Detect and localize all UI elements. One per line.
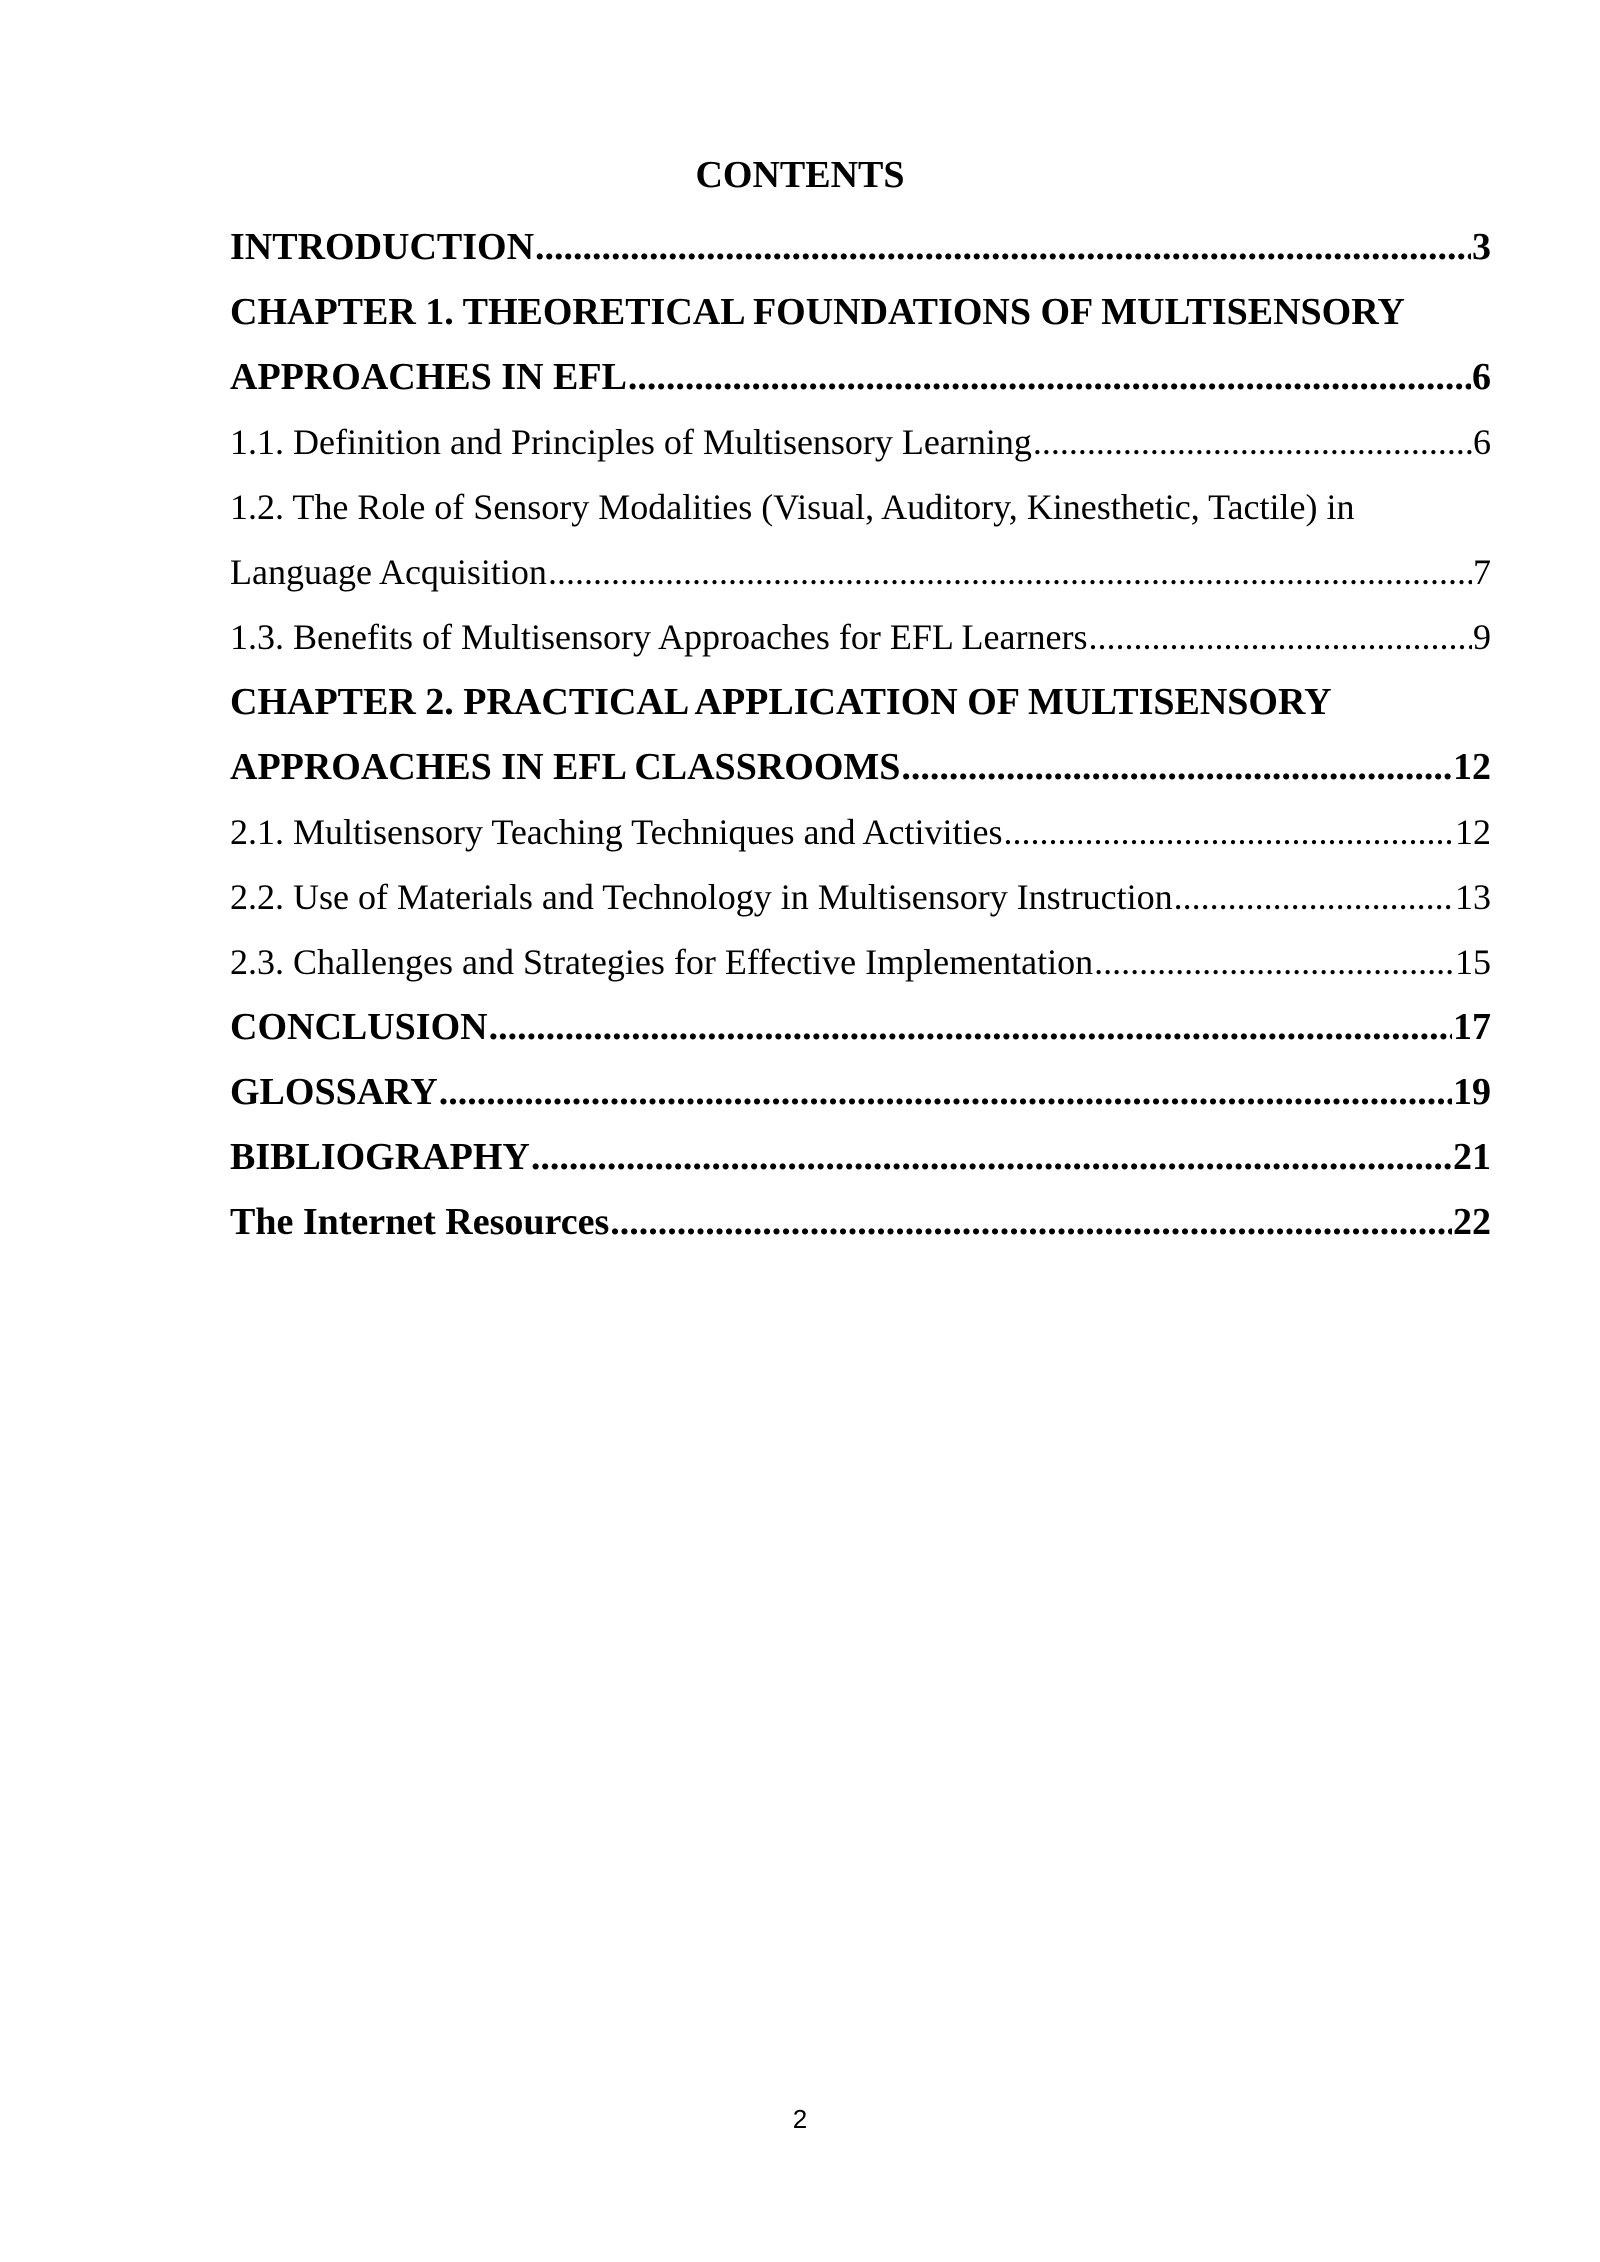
toc-dot-leader bbox=[1088, 605, 1472, 670]
toc-entry-title: 1.3. Benefits of Multisensory Approaches for EFL Learners bbox=[230, 617, 1088, 657]
toc-dot-leader bbox=[535, 215, 1471, 280]
toc-page-number: 21 bbox=[1453, 1136, 1491, 1178]
toc-entry-title: The Internet Resources bbox=[230, 1201, 610, 1243]
toc-page-number: 3 bbox=[1472, 226, 1491, 268]
toc-dot-leader bbox=[1174, 865, 1454, 930]
toc-entry-introduction[interactable] bbox=[230, 215, 1491, 280]
toc-entry-title: CHAPTER 2. PRACTICAL APPLICATION OF MULTISENSORY bbox=[230, 681, 1332, 723]
toc-entry-section-1-2[interactable] bbox=[230, 475, 1491, 605]
toc-dot-leader bbox=[1094, 930, 1454, 995]
table-of-contents bbox=[230, 215, 1491, 1255]
toc-entry-section-2-1[interactable] bbox=[230, 800, 1491, 865]
toc-page-number: 7 bbox=[1473, 552, 1491, 592]
toc-dot-leader bbox=[531, 1125, 1452, 1190]
toc-dot-leader bbox=[439, 1060, 1452, 1125]
toc-dot-leader bbox=[610, 1190, 1452, 1255]
toc-dot-leader bbox=[1033, 410, 1472, 475]
toc-dot-leader bbox=[628, 345, 1471, 410]
toc-page-number: 13 bbox=[1455, 877, 1491, 917]
toc-entry-internet-resources[interactable] bbox=[230, 1190, 1491, 1255]
toc-entry-title: 2.2. Use of Materials and Technology in Multisensory Instruction bbox=[230, 877, 1173, 917]
toc-entry-title: 1.2. The Role of Sensory Modalities (Visual, Auditory, Kinesthetic, Tactile) in bbox=[230, 487, 1355, 527]
toc-entry-title: BIBLIOGRAPHY bbox=[230, 1136, 530, 1178]
toc-entry-title: 2.1. Multisensory Teaching Techniques and Activities bbox=[230, 812, 1003, 852]
toc-entry-section-2-2[interactable] bbox=[230, 865, 1491, 930]
toc-entry-title: CONCLUSION bbox=[230, 1006, 488, 1048]
contents-heading: CONTENTS bbox=[695, 154, 905, 196]
toc-page-number: 9 bbox=[1473, 617, 1491, 657]
toc-page-number: 6 bbox=[1473, 422, 1491, 462]
toc-entry-section-1-1[interactable] bbox=[230, 410, 1491, 475]
toc-page-number: 17 bbox=[1453, 1006, 1491, 1048]
toc-entry-chapter-2[interactable] bbox=[230, 670, 1491, 800]
toc-dot-leader bbox=[1004, 800, 1454, 865]
toc-page-number: 12 bbox=[1453, 746, 1491, 788]
toc-entry-bibliography[interactable] bbox=[230, 1125, 1491, 1190]
toc-entry-title: CHAPTER 1. THEORETICAL FOUNDATIONS OF MULTISENSORY bbox=[230, 291, 1405, 333]
toc-page-number: 12 bbox=[1455, 812, 1491, 852]
toc-entry-section-2-3[interactable] bbox=[230, 930, 1491, 995]
page-number-footer: 2 bbox=[792, 2104, 808, 2134]
toc-entry-title-continued: APPROACHES IN EFL CLASSROOMS bbox=[230, 746, 901, 788]
toc-entry-glossary[interactable] bbox=[230, 1060, 1491, 1125]
toc-entry-title-continued: APPROACHES IN EFL bbox=[230, 356, 627, 398]
toc-page-number: 15 bbox=[1455, 942, 1491, 982]
toc-dot-leader bbox=[489, 995, 1452, 1060]
toc-page-number: 22 bbox=[1453, 1201, 1491, 1243]
toc-entry-title: 1.1. Definition and Principles of Multisensory Learning bbox=[230, 422, 1032, 462]
toc-page-number: 6 bbox=[1472, 356, 1491, 398]
toc-entry-title: 2.3. Challenges and Strategies for Effective Implementation bbox=[230, 942, 1094, 982]
toc-dot-leader bbox=[548, 540, 1472, 605]
toc-entry-section-1-3[interactable] bbox=[230, 605, 1491, 670]
toc-entry-title: INTRODUCTION bbox=[230, 226, 535, 268]
toc-dot-leader bbox=[901, 735, 1452, 800]
toc-page-number: 19 bbox=[1453, 1071, 1491, 1113]
toc-entry-chapter-1[interactable] bbox=[230, 280, 1491, 410]
toc-entry-title-continued: Language Acquisition bbox=[230, 552, 547, 592]
toc-entry-title: GLOSSARY bbox=[230, 1071, 438, 1113]
toc-entry-conclusion[interactable] bbox=[230, 995, 1491, 1060]
